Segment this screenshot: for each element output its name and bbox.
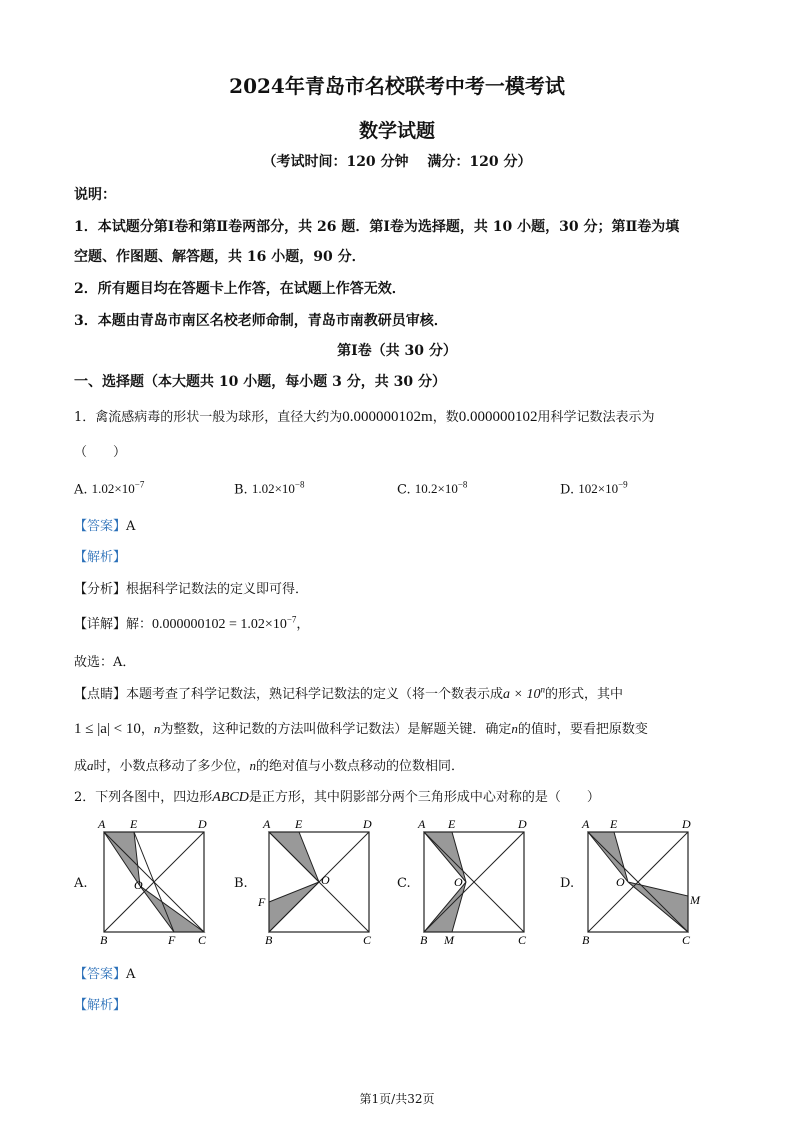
q2-option-b: B.: [234, 876, 248, 891]
point-label: O: [134, 878, 143, 892]
q1-stem-a: 1．禽流感病毒的形状一般为球形，直径大约为: [74, 410, 343, 425]
q1-stem: [74, 406, 654, 426]
q1-comment-line-1: 【点睛】本题考查了科学记数法，熟记科学记数法的定义（将一个数表示成$a \times 10^n$的形式，其中: [74, 684, 623, 702]
q1-comment-line-2: 1 ≤ |a| < 10，n为整数，这种记数的方法叫做科学记数法）是解题关键．确定n的值时，要看把原数变: [74, 721, 648, 737]
q2-option-c: C.: [397, 876, 411, 891]
q1-value-m: 0.000000102m: [342, 409, 433, 425]
point-label: D: [682, 817, 691, 831]
point-label: O: [321, 873, 330, 887]
q2-answer: [74, 963, 135, 982]
q2-option-d: D.: [560, 876, 575, 891]
q1-analysis-tag: 【解析】: [74, 550, 127, 565]
q1-fenxi: [74, 578, 308, 597]
detail-equation: $0.000000102 = 1.02\times 10^{-7}$: [152, 614, 297, 632]
option-value: $1.02\times 10^{-7}$: [91, 480, 145, 497]
shaded-triangle: [424, 882, 466, 932]
point-label: C: [682, 933, 691, 946]
point-label: C: [363, 933, 372, 946]
q2-square-name: ABCD: [212, 790, 249, 805]
q2-figure-c: [414, 814, 540, 946]
instruction-line-3: 2．所有题目均在答题卡上作答，在试题上作答无效．: [74, 281, 406, 297]
q1-option-c: [397, 480, 467, 497]
point-label: D: [198, 817, 207, 831]
point-label: M: [444, 933, 454, 946]
section-title: 一、选择题（本大题共 10 小题，每小题 3 分，共 30 分）: [74, 374, 446, 390]
point-label: A: [263, 817, 271, 831]
option-label: A.: [74, 482, 88, 498]
fenxi-text: 根据科学记数法的定义即可得．: [126, 582, 309, 597]
point-label: B: [582, 933, 590, 946]
q1-stem-c: 用科学记数法表示为: [537, 410, 655, 425]
shaded-triangle: [140, 886, 204, 932]
detail-text: 解：: [126, 617, 153, 632]
instruction-line-4: 3．本题由青岛市南区名校老师命制，青岛市南教研员审核．: [74, 313, 448, 329]
q2-option-a: A.: [74, 876, 88, 891]
instruction-line-2: 空题、作图题、解答题，共 16 小题，90 分．: [74, 249, 366, 265]
point-label: D: [363, 817, 372, 831]
point-label: M: [690, 893, 700, 907]
answer-tag: 【答案】: [74, 519, 127, 534]
option-label: B.: [234, 482, 248, 498]
q2-figure-a: [94, 814, 220, 946]
point-label: A: [418, 817, 426, 831]
q1-value: 0.000000102: [458, 409, 538, 425]
option-value: $10.2\times 10^{-8}$: [414, 480, 468, 497]
point-label: E: [610, 817, 618, 831]
q1-stem-b: ，数: [432, 410, 459, 425]
q1-detail: 【详解】解：$0.000000102 = 1.02\times 10^{-7}$，: [74, 614, 310, 632]
answer-value: A: [126, 967, 136, 982]
exam-info: （考试时间：120 分钟 满分：120 分）: [262, 154, 532, 170]
comment-formula: $a \times 10^n$: [503, 684, 545, 702]
point-label: B: [100, 933, 108, 946]
q1-option-b: [234, 480, 305, 497]
exam-title: 2024年青岛市名校联考中考一模考试: [229, 74, 565, 98]
point-label: B: [420, 933, 428, 946]
q1-answer: [74, 515, 135, 534]
q1-option-d: [560, 480, 628, 497]
point-label: F: [258, 895, 266, 909]
point-label: O: [454, 875, 463, 889]
subject-title: 数学试题: [358, 120, 435, 142]
q2-figure-d: [578, 814, 704, 946]
point-label: C: [518, 933, 527, 946]
shaded-triangle: [628, 882, 688, 932]
point-label: E: [448, 817, 456, 831]
comment-range: 1 ≤ |a| < 10: [74, 721, 141, 737]
option-label: D.: [560, 482, 575, 498]
q2-figure-b: [257, 814, 383, 946]
answer-value: A: [126, 519, 136, 534]
point-label: O: [616, 875, 625, 889]
fenxi-tag: 【分析】: [74, 582, 127, 597]
q1-choose: 故选：A．: [74, 655, 136, 670]
q1-comment-line-3: 成a时，小数点移动了多少位，n的绝对值与小数点移动的位数相同．: [74, 758, 465, 774]
answer-tag: 【答案】: [74, 967, 127, 982]
detail-tag: 【详解】: [74, 617, 127, 632]
page-number: 第1页/共32页: [359, 1092, 435, 1106]
instructions-heading: 说明：: [74, 187, 116, 203]
point-label: B: [265, 933, 273, 946]
point-label: E: [130, 817, 138, 831]
point-label: C: [198, 933, 207, 946]
q2-analysis-tag: 【解析】: [74, 998, 127, 1013]
point-label: A: [582, 817, 590, 831]
option-label: C.: [397, 482, 411, 498]
option-value: $102\times 10^{-9}$: [578, 480, 628, 497]
q1-bracket: （ ）: [74, 445, 127, 460]
q2-stem: 2．下列各图中，四边形ABCD是正方形，其中阴影部分两个三角形成中心对称的是（ ）: [74, 790, 600, 805]
point-label: F: [168, 933, 176, 946]
q1-option-a: [74, 480, 144, 497]
point-label: A: [98, 817, 106, 831]
point-label: D: [518, 817, 527, 831]
instruction-line-1: 1．本试题分第Ⅰ卷和第Ⅱ卷两部分，共 26 题．第Ⅰ卷为选择题，共 10 小题，30 分；第Ⅱ卷为填: [74, 219, 680, 235]
option-value: $1.02\times 10^{-8}$: [251, 480, 305, 497]
part1-title: 第Ⅰ卷（共 30 分）: [337, 343, 457, 359]
point-label: E: [295, 817, 303, 831]
comment-tag: 【点睛】: [74, 687, 127, 702]
